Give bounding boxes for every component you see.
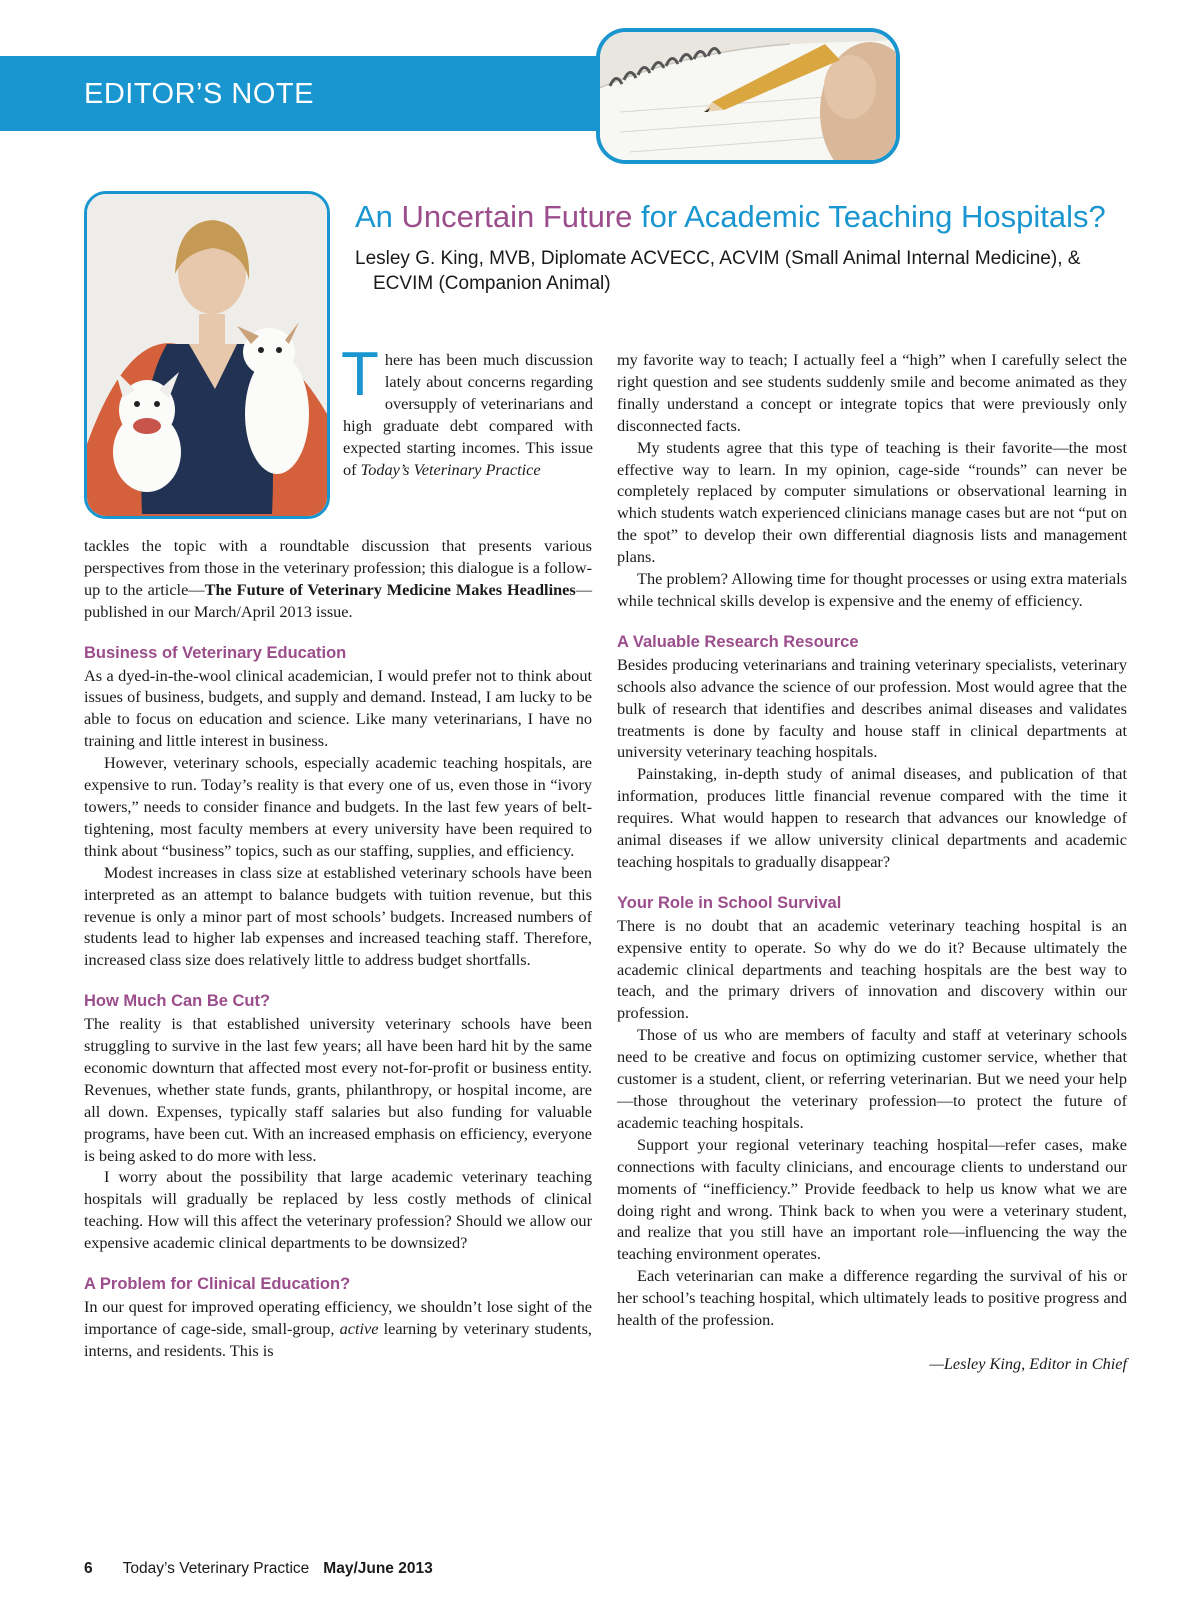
role-paragraph-2: Those of us who are members of faculty and staff at veterinary schools need to be creative and focus on optimizing customer service, whether that customer is a student, client, or referring veterinarian. But we need your help—those throughout the veterinary profession—to protect the future of academic teaching hospitals. [617,1025,1127,1132]
role-paragraph-4: Each veterinarian can make a difference regarding the survival of his or her school’s teaching hospital, which ultimately leads to positive progress and health of the profession. [617,1266,1127,1330]
research-paragraph-1: Besides producing veterinarians and training veterinary specialists, veterinary schools also advance the science of our profession. Most would agree that the bulk of research that identifies and describes animal diseases and validates treatments is done by faculty and house staff in clinical departments at university veterinary teaching hospitals. [617,654,1127,762]
intro-text-2: tackles the topic with a roundtable discussion that presents various perspectives from those in the veterinary profession; this dialogue is a follow-up to the article— [84,536,592,599]
problem-paragraph-3: The problem? Allowing time for thought processes or using extra materials while technical skills develop is expensive and the enemy of efficiency. [617,569,1127,610]
heading-business: Business of Veterinary Education [84,643,347,662]
intro-issue-name: Today’s Veterinary Practice [360,459,541,479]
notebook-pencil-photo [596,28,900,164]
business-paragraph-2: However, veterinary schools, especially academic teaching hospitals, are expensive to run. Today’s reality is that every one of us, even those in “ivory towers,” needs to consider finance and budgets. In the last few years of belt-tightening, most faculty members at every university have been required to think about “business” topics, such as our staffing, supplies, and efficiency. [84,753,592,860]
issue-date: May/June 2013 [323,1560,433,1577]
author-with-dogs-illustration [87,194,327,516]
right-column [617,349,1127,1375]
left-column [84,535,592,1362]
business-paragraph-1: As a dyed-in-the-wool clinical academician, I would prefer not to think about issues of business, budgets, and supply and demand. Instead, I am lucky to be able to focus on education and science. Like many veterinarians, I have no training and little interest in business. [84,665,592,751]
heading-cut: How Much Can Be Cut? [84,992,271,1011]
referenced-article-title: The Future of Veterinary Medicine Makes Headlines [204,579,576,599]
cut-paragraph-1: The reality is that established university veterinary schools have been struggling to survive in the last few years; all have been hard hit by the same economic downturn that affected most every not-for-profit or business entity. Revenues, whether state funds, grants, philanthropy, or hospital income, are all down. Expenses, typically staff salaries but also funding for valuable programs, have been cut. With an increased emphasis on efficiency, everyone is being asked to do more with less. [84,1014,592,1165]
problem-text-b-start: learning by veterinary students, interns, and residents. This is [84,1318,592,1360]
article-title [355,199,1155,235]
article-byline: Lesley G. King, MVB, Diplomate ACVECC, ACVIM (Small Animal Internal Medicine), & ECVIM (Companion Animal) [355,248,1081,294]
section-banner [0,56,620,131]
article-title-suffix: for Academic Teaching Hospitals? [632,199,1106,234]
intro-column [341,340,593,480]
intro-text-3: —published in our March/April 2013 issue. [84,579,592,621]
research-paragraph-2: Painstaking, in-depth study of animal diseases, and publication of that information, produces little financial revenue compared with the time it requires. What would happen to research that advances our knowledge of animal diseases if we allow university clinical departments and academic teaching hospitals to gradually disappear? [617,764,1127,871]
heading-role: Your Role in School Survival [617,893,842,912]
heading-problem: A Problem for Clinical Education? [84,1275,351,1294]
author-photo [84,191,330,519]
role-paragraph-1: There is no doubt that an academic veterinary teaching hospital is an expensive entity to operate. So why do we do it? Because ultimately the academic clinical departments and teaching hospitals are the best way to teach, and the primary drivers of innovation and discovery within our profession. [617,915,1127,1023]
editor-signoff: —Lesley King, Editor in Chief [929,1353,1127,1373]
problem-text-italic: active [339,1318,379,1338]
notebook-pencil-illustration [600,32,896,160]
page-number: 6 [84,1560,93,1577]
role-paragraph-3: Support your regional veterinary teaching hospital—refer cases, make connections with faculty clinicians, and encourage clients to understand our moments of “inefficiency.” Provide feedback to help us know what we are doing right and wrong. Think back to when you were a veterinary student, and realize that you still have an important role—influencing the way the teaching environment operates. [617,1134,1127,1264]
section-title: EDITOR’S NOTE [84,78,314,110]
intro-continuation [84,535,592,623]
article-title-accent: Uncertain Future [401,199,633,234]
intro-text: here has been much discussion lately about concerns regarding oversupply of veterinarians and high graduate debt compared with expected starting incomes. This issue of [343,350,593,479]
cut-paragraph-2: I worry about the possibility that large academic veterinary teaching hospitals will gradually be replaced by less costly methods of clinical teaching. How will this affect the veterinary profession? Should we allow our expensive academic clinical departments to be downsized? [84,1167,592,1253]
problem-paragraph-1-continued: my favorite way to teach; I actually feel a “high” when I carefully select the right question and see students suddenly smile and become animated as they finally understand a concept or integrate topics that were previously only disconnected facts. [617,350,1127,435]
article-title-prefix: An [355,199,402,234]
intro-paragraph-start [341,340,593,480]
publication-name: Today’s Veterinary Practice [122,1560,310,1577]
drop-cap: T [341,340,379,409]
problem-paragraph-1-start [84,1296,592,1362]
problem-text-a: In our quest for improved operating efficiency, we shouldn’t lose sight of the importance of cage-side, small-group, [84,1297,592,1338]
business-paragraph-3: Modest increases in class size at established veterinary schools have been interpreted as an attempt to balance budgets with tuition revenue, but this revenue is only a minor part of most schools’ budgets. Increased numbers of students lead to higher lab expenses and increased teaching staff. Therefore, increased class size does relatively little to address budget shortfalls. [84,862,592,970]
page-footer [84,1560,433,1578]
heading-research: A Valuable Research Resource [617,632,859,651]
problem-paragraph-2: My students agree that this type of teaching is their favorite—the most effective way to learn. In my opinion, cage-side “rounds” can never be completely replaced by computer simulations or observational learning in which students watch experienced clinicians manage cases but are not “put on the spot” to develop their own differential diagnosis lists and management plans. [617,437,1127,567]
